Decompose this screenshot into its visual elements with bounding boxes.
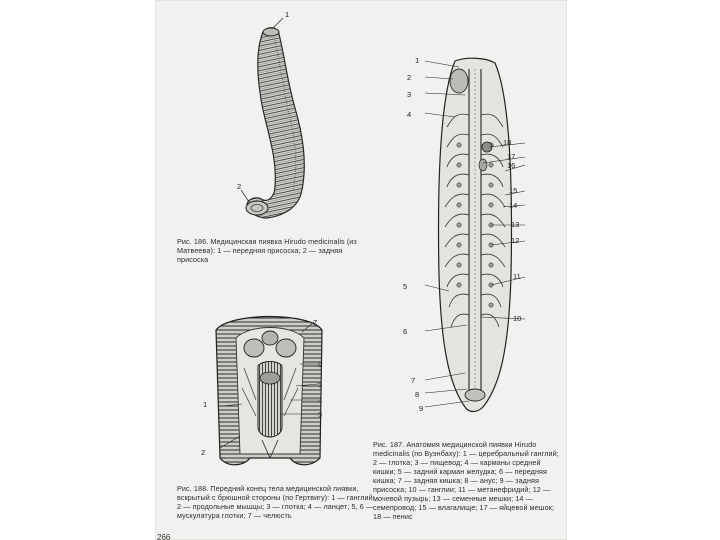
fig186-caption: Рис. 186. Медицинская пиявка Hirudo medicinalis (из Матвеева): 1 — передняя присоска; 2 — задняя присоска	[177, 237, 357, 264]
fig188-caption: Рис. 188. Передний конец тела медицинской пиявки, вскрытый с брюшной стороны (по Гертвигу): 1 — ганглий; 2 — продольные мышцы; 3 — глотка; 4 — ланцет; 5, 6 — мускулатура глотки; 7 — челюсть	[177, 484, 375, 520]
fig187-label-17: 17	[507, 152, 516, 161]
fig187-label-10: 10	[513, 314, 522, 323]
fig188-label-4: 4	[318, 396, 323, 405]
fig187-label-11: 11	[513, 272, 521, 281]
leech-external-illustration	[235, 10, 375, 235]
fig188-label-1: 1	[203, 400, 208, 409]
fig186-label-2: 2	[237, 182, 242, 191]
fig187-label-6: 6	[403, 327, 408, 336]
fig187-caption: Рис. 187. Анатомия медицинской пиявки Hirudo medicinalis (по Вуэнбаху): 1 — церебральный ганглий; 2 — глотка; 3 — пищевод; 4 — карманы средней кишки; 5 — задний карман желудка; 6 — передняя кишка; 7 — задняя кишка; 8 — анус; 9 — задняя присоска; 10 — ганглии; 11 — метанефридий; 12 — мочевой пузырь; 13 — семенные мешки; 14 — семепровод; 15 — влагалище; 17 — яйцевой мешок; 18 — пенис	[373, 440, 559, 521]
fig188-label-5: 5	[318, 380, 323, 389]
leech-anterior-dissection-illustration	[210, 308, 330, 473]
fig187-label-1: 1	[415, 56, 420, 65]
leech-anatomy-illustration	[425, 55, 525, 415]
fig187-label-14: 14	[509, 201, 518, 210]
fig187-label-4: 4	[407, 110, 412, 119]
fig187-label-3: 3	[407, 90, 412, 99]
book-page	[155, 0, 567, 540]
page-number: 266	[157, 533, 171, 540]
fig188-label-7: 7	[313, 318, 318, 327]
fig186-label-1: 1	[285, 10, 290, 19]
fig187-label-8: 8	[415, 390, 420, 399]
fig187-label-5: 5	[403, 282, 408, 291]
fig187-label-12: 12	[511, 236, 520, 245]
fig188-label-6: 6	[318, 360, 323, 369]
fig187-label-13: 13	[511, 220, 520, 229]
fig187-label-15: 15	[509, 186, 518, 195]
fig187-label-18: 18	[503, 138, 512, 147]
fig187-label-16: 16	[507, 161, 516, 170]
fig187-label-7: 7	[411, 376, 416, 385]
fig187-label-9: 9	[419, 404, 424, 413]
fig187-label-2: 2	[407, 73, 412, 82]
fig188-label-3: 3	[318, 410, 323, 419]
fig188-label-2: 2	[201, 448, 206, 457]
